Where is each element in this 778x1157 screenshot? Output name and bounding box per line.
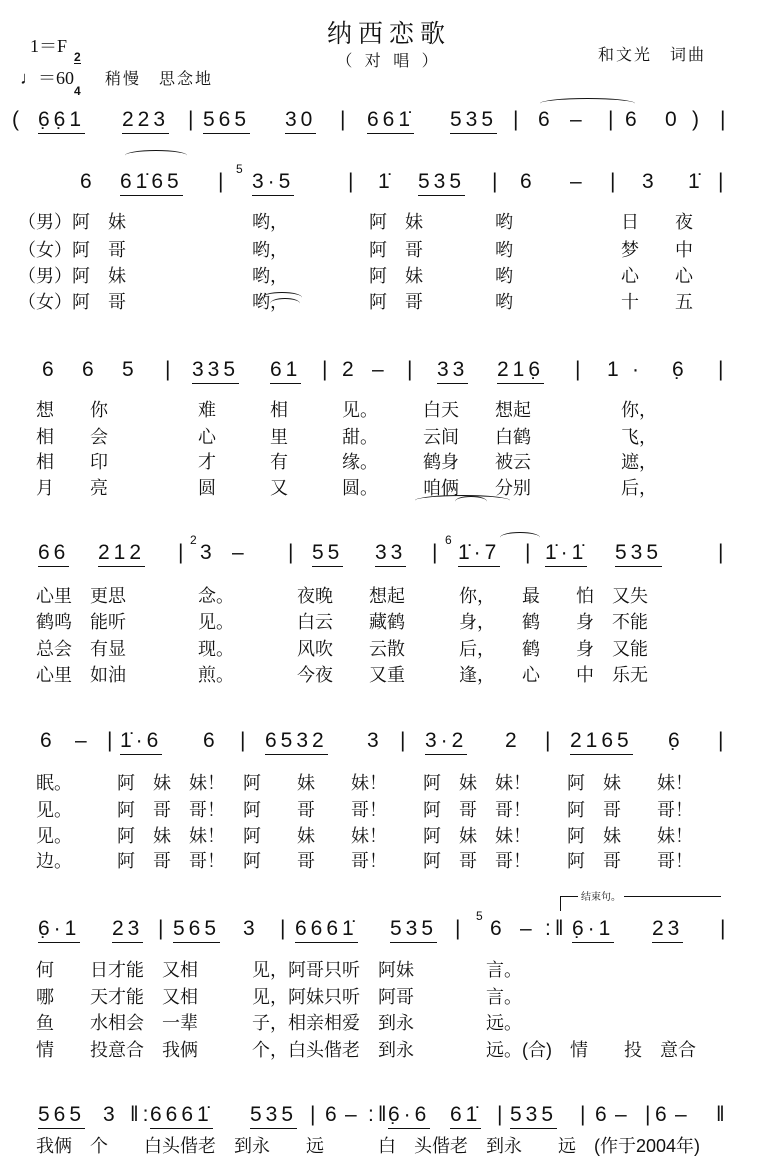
- bar-line: |: [407, 358, 417, 381]
- bar-line: ‖:: [130, 1103, 153, 1126]
- note-group: 3: [367, 729, 383, 752]
- bar-line: |: [107, 729, 117, 752]
- lyric-line: 见。 阿 哥 哥！ 阿 哥 哥！ 阿 哥 哥！ 阿 哥 哥！: [18, 800, 693, 820]
- lyric-line: 眠。 阿 妹 妹！ 阿 妹 妹！ 阿 妹 妹！ 阿 妹 妹！: [18, 773, 693, 793]
- note-group: 565: [38, 1103, 85, 1129]
- bar-line: |: [720, 108, 730, 131]
- tie-slur: [125, 150, 187, 161]
- note-group: 1̇·6: [120, 729, 162, 755]
- bar-line: :‖: [545, 917, 568, 940]
- note-group: 6: [538, 108, 554, 131]
- bar-line: |: [340, 108, 350, 131]
- note-group: 535: [390, 917, 437, 943]
- grace-note: 5: [236, 162, 247, 176]
- bar-line: |: [718, 358, 728, 381]
- note-group: 6661̇: [150, 1103, 213, 1129]
- note-group: ·: [632, 358, 643, 381]
- note-group: 6: [520, 170, 536, 193]
- lyric-line: 边。 阿 哥 哥！ 阿 哥 哥！ 阿 哥 哥！ 阿 哥 哥！: [18, 851, 693, 871]
- note-group: 66: [38, 541, 69, 567]
- bar-line: |: [608, 108, 618, 131]
- bar-line: |: [718, 170, 728, 193]
- note-group: 535: [510, 1103, 557, 1129]
- bar-line: |: [718, 541, 728, 564]
- note-group: 6: [40, 729, 56, 752]
- note-group: 6: [203, 729, 219, 752]
- note-group: 212: [98, 541, 145, 567]
- note-group: 6̣·6: [388, 1103, 430, 1129]
- note-group: –: [232, 541, 248, 564]
- bar-line: |: [400, 729, 410, 752]
- note-group: 5: [122, 358, 138, 381]
- song-subtitle: （ 对 唱 ）: [336, 53, 442, 70]
- note-group: 6661̇: [295, 917, 358, 943]
- lyric-line: （女）阿 哥 哟， 阿 哥 哟 梦 中: [18, 240, 693, 260]
- lyric-line: 见。 阿 妹 妹！ 阿 妹 妹！ 阿 妹 妹！ 阿 妹 妹！: [18, 826, 693, 846]
- expression-marking: 稍慢 思念地: [105, 71, 214, 88]
- note-group: 0: [665, 108, 681, 131]
- note-group: –: [615, 1103, 631, 1126]
- bar-line: ‖: [716, 1103, 729, 1126]
- note-group: 565: [173, 917, 220, 943]
- note-group: 55: [312, 541, 343, 567]
- bar-line: |: [718, 729, 728, 752]
- note-group: 2165: [570, 729, 633, 755]
- author-credit: 和文光 词曲: [598, 47, 707, 64]
- lyric-line: 相 印 才 有 缘。 鹤身 被云 遮，: [18, 452, 657, 472]
- bar-line: |: [610, 170, 620, 193]
- lyric-line: （男）阿 妹 哟， 阿 妹 哟 心 心: [18, 266, 693, 286]
- note-group: (: [12, 108, 23, 131]
- lyric-line: 总会 有显 现。 风吹 云散 后， 鹤 身 又能: [18, 639, 648, 659]
- song-title: 纳西恋歌: [326, 19, 451, 48]
- note-group: –: [75, 729, 91, 752]
- lyric-line: （男）阿 妹 哟， 阿 妹 哟 日 夜: [18, 212, 693, 232]
- lyric-line: 心里 如油 煎。 今夜 又重 逢， 心 中 乐无: [18, 665, 648, 685]
- note-group: 61̇65: [120, 170, 183, 196]
- note-group: 2: [342, 358, 358, 381]
- bar-line: |: [280, 917, 290, 940]
- bar-line: |: [575, 358, 585, 381]
- note-group: 1̇: [378, 170, 394, 193]
- volta-label: 结束句。: [578, 888, 624, 903]
- note-group: –: [345, 1103, 361, 1126]
- note-group: 23: [112, 917, 143, 943]
- note-group: 30: [285, 108, 316, 134]
- note-group: 6: [655, 1103, 671, 1126]
- tempo-marking: ♩＝60: [20, 68, 74, 88]
- note-group: –: [520, 917, 536, 940]
- lyric-line: 月 亮 圆 又 圆。 咱俩 分别 后，: [18, 478, 657, 498]
- bar-line: |: [288, 541, 298, 564]
- note-group: 6̣·1: [38, 917, 80, 943]
- note-group: 223: [122, 108, 169, 134]
- bar-line: |: [645, 1103, 655, 1126]
- bar-line: |: [455, 917, 465, 940]
- note-group: 535: [418, 170, 465, 196]
- bar-line: |: [158, 917, 168, 940]
- bar-line: |: [218, 170, 228, 193]
- note-group: 565: [203, 108, 250, 134]
- tie-slur: [415, 495, 510, 506]
- bar-line: |: [497, 1103, 507, 1126]
- note-group: 335: [192, 358, 239, 384]
- bar-line: |: [545, 729, 555, 752]
- note-group: 535: [615, 541, 662, 567]
- note-group: –: [570, 170, 586, 193]
- note-group: 1̇·7: [458, 541, 500, 567]
- note-group: –: [570, 108, 586, 131]
- note-group: 535: [450, 108, 497, 134]
- grace-note: 5: [476, 909, 487, 923]
- note-group: 3: [642, 170, 658, 193]
- note-group: 3: [200, 541, 216, 564]
- note-group: 3·5: [252, 170, 294, 196]
- note-group: 6532: [265, 729, 328, 755]
- time-signature: [74, 30, 81, 108]
- lyric-line: 想 你 难 相 见。 白天 想起 你，: [18, 400, 657, 420]
- note-group: 6̣: [668, 729, 684, 752]
- note-group: 23: [652, 917, 683, 943]
- bar-line: |: [310, 1103, 320, 1126]
- lyric-line: 哪 天才能 又相 见，阿妹只听 阿哥 言。: [18, 987, 522, 1007]
- bar-line: |: [513, 108, 523, 131]
- note-group: 1: [607, 358, 623, 381]
- note-group: 216̣: [497, 358, 544, 384]
- tie-slur: [540, 98, 635, 109]
- lyric-line: 我俩 个 白头偕老 到永 远 白 头偕老 到永 远 (作于2004年): [18, 1136, 701, 1156]
- bar-line: |: [580, 1103, 590, 1126]
- bar-line: |: [525, 541, 535, 564]
- bar-line: |: [720, 917, 730, 940]
- lyric-line: 相 会 心 里 甜。 云间 白鹤 飞，: [18, 427, 657, 447]
- grace-note: 6: [445, 533, 456, 547]
- note-group: 61̇: [450, 1103, 481, 1129]
- note-group: 33: [437, 358, 468, 384]
- note-group: 6: [325, 1103, 341, 1126]
- bar-line: |: [240, 729, 250, 752]
- note-group: 535: [250, 1103, 297, 1129]
- note-group: 3: [103, 1103, 119, 1126]
- note-group: 1̇: [688, 170, 704, 193]
- note-group: 6: [42, 358, 58, 381]
- note-group: 3·2: [425, 729, 467, 755]
- bar-line: :‖: [368, 1103, 391, 1126]
- bar-line: |: [432, 541, 442, 564]
- note-group: 6̣·1: [572, 917, 614, 943]
- lyric-line: 鹤鸣 能听 见。 白云 藏鹤 身， 鹤 身 不能: [18, 612, 648, 632]
- note-group: 6: [595, 1103, 611, 1126]
- note-group: 1̇·1̇: [545, 541, 587, 567]
- note-group: 661̇: [367, 108, 414, 134]
- bar-line: |: [188, 108, 198, 131]
- lyric-line: 鱼 水相会 一辈 子，相亲相爱 到永 远。: [18, 1013, 522, 1033]
- tie-slur: [500, 532, 540, 543]
- meter-top: 2: [74, 50, 81, 64]
- note-group: 33: [375, 541, 406, 567]
- key-signature: 1＝F: [30, 36, 68, 56]
- lyric-line: （女）阿 哥 哟， 阿 哥 哟 十 五: [18, 292, 693, 312]
- note-group: 61: [270, 358, 301, 384]
- bar-line: |: [178, 541, 188, 564]
- bar-line: |: [165, 358, 175, 381]
- note-group: 6: [625, 108, 641, 131]
- bar-line: |: [348, 170, 358, 193]
- note-group: 6: [82, 358, 98, 381]
- bar-line: |: [492, 170, 502, 193]
- note-group: 6̣6̣1: [38, 108, 85, 134]
- note-group: 6̣: [672, 358, 688, 381]
- note-group: –: [675, 1103, 691, 1126]
- lyric-line: 何 日才能 又相 见，阿哥只听 阿妹 言。: [18, 960, 522, 980]
- meter-bottom: 4: [74, 84, 81, 98]
- lyric-line: 情 投意合 我俩 个，白头偕老 到永 远。(合) 情 投 意合: [18, 1040, 696, 1060]
- grace-note: 2: [190, 533, 201, 547]
- lyric-line: 心里 更思 念。 夜晚 想起 你， 最 怕 又失: [18, 586, 648, 606]
- note-group: 2: [505, 729, 521, 752]
- note-group: –: [372, 358, 388, 381]
- note-group: 6: [80, 170, 96, 193]
- tie-slur: [270, 298, 300, 309]
- note-group: 6: [490, 917, 506, 940]
- bar-line: |: [322, 358, 332, 381]
- note-group: 3: [243, 917, 259, 940]
- note-group: ): [692, 108, 703, 131]
